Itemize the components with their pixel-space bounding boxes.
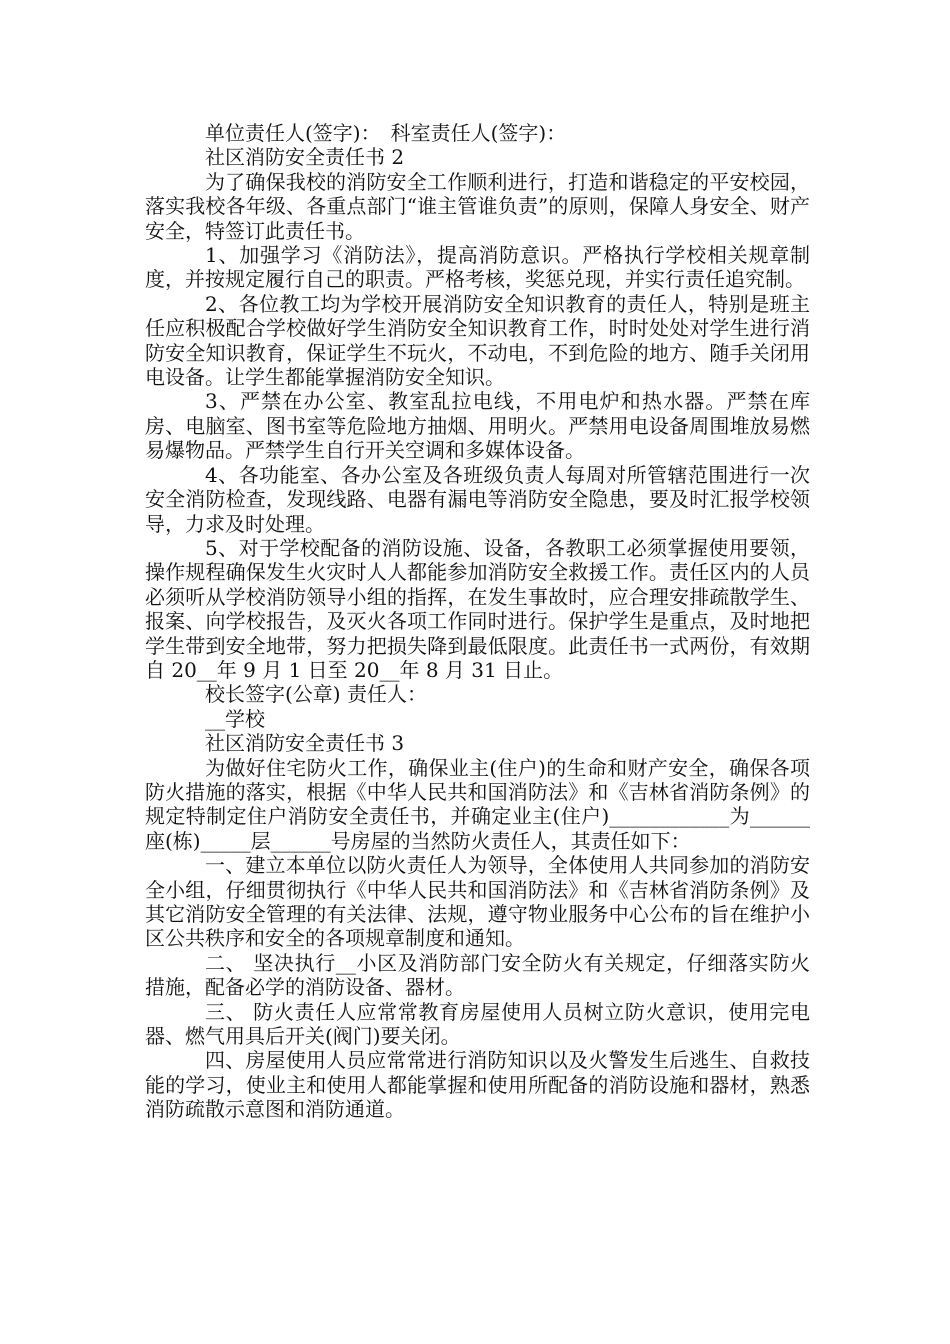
section-title-3: 社区消防安全责任书 3 <box>205 731 405 756</box>
signature-line-1: 单位责任人(签字)： 科室责任人(签字)： <box>205 121 567 145</box>
paragraph-2-item-4: 4、各功能室、各办公室及各班级负责人每周对所管辖范围进行一次安全消防检查，发现线路、电器有漏电等消防安全隐患，要及时汇报学校领导，力求及时处理。 <box>145 462 810 536</box>
paragraph-2-item-1: 1、加强学习《消防法》，提高消防意识。严格执行学校相关规章制度，并按规定履行自己的职责。严格考核，奖惩兑现，并实行责任追究制。 <box>145 243 810 292</box>
document-body <box>145 121 810 1122</box>
paragraph-3-intro: 为做好住宅防火工作，确保业主(住户)的生命和财产安全，确保各项防火措施的落实，根据《中华人民共和国消防法》和《吉林省消防条例》的规定特制定住户消防安全责任书，并确定业主(住户)____________为______座(栋)_____层______号房屋的当然防火责任人，其责任如下： <box>145 755 810 853</box>
paragraph-3-item-2: 二、 坚决执行__小区及消防部门安全防火有关规定，仔细落实防火措施，配备必学的消防设备、器材。 <box>145 950 810 1000</box>
signature-line-2: 校长签字(公章) 责任人： <box>205 682 427 707</box>
school-line: __学校 <box>205 706 265 731</box>
paragraph-2-item-2: 2、各位教工均为学校开展消防安全知识教育的责任人，特别是班主任应积极配合学校做好学生消防安全知识教育工作，时时处处对学生进行消防安全知识教育，保证学生不玩火，不动电，不到危险的地方、随手关闭用电设备。让学生都能掌握消防安全知识。 <box>145 291 810 390</box>
paragraph-3-item-3: 三、 防火责任人应常常教育房屋使用人员树立防火意识，使用完电器、燃气用具后开关(阀门)要关闭。 <box>145 999 810 1049</box>
paragraph-3-item-4: 四、房屋使用人员应常常进行消防知识以及火警发生后逃生、自救技能的学习，使业主和使用人都能掌握和使用所配备的消防设施和器材，熟悉消防疏散示意图和消防通道。 <box>145 1048 810 1122</box>
paragraph-2-item-3: 3、严禁在办公室、教室乱拉电线，不用电炉和热水器。严禁在库房、电脑室、图书室等危险地方抽烟、用明火。严禁用电设备周围堆放易燃易爆物品。严禁学生自行开关空调和多媒体设备。 <box>145 389 810 463</box>
paragraph-2-intro: 为了确保我校的消防安全工作顺利进行，打造和谐稳定的平安校园，落实我校各年级、各重点部门“谁主管谁负责”的原则，保障人身安全、财产安全，特签订此责任书。 <box>145 169 810 243</box>
section-title-2: 社区消防安全责任书 2 <box>205 145 405 170</box>
paragraph-2-item-5: 5、对于学校配备的消防设施、设备，各教职工必须掌握使用要领，操作规程确保发生火灾时人人都能参加消防安全救援工作。责任区内的人员必须听从学校消防领导小组的指挥，在发生事故时，应合理安排疏散学生、报案、向学校报告，及灭火各项工作同时进行。保护学生是重点，及时地把学生带到安全地带，努力把损失降到最低限度。此责任书一式两份，有效期自 20__年 9 月 1 日至 20__年 8 月 31 日止。 <box>145 535 810 682</box>
paragraph-3-item-1: 一、建立本单位以防火责任人为领导，全体使用人共同参加的消防安全小组，仔细贯彻执行《中华人民共和国消防法》和《吉林省消防条例》及其它消防安全管理的有关法律、法规，遵守物业服务中心公布的旨在维护小区公共秩序和安全的各项规章制度和通知。 <box>145 853 810 951</box>
